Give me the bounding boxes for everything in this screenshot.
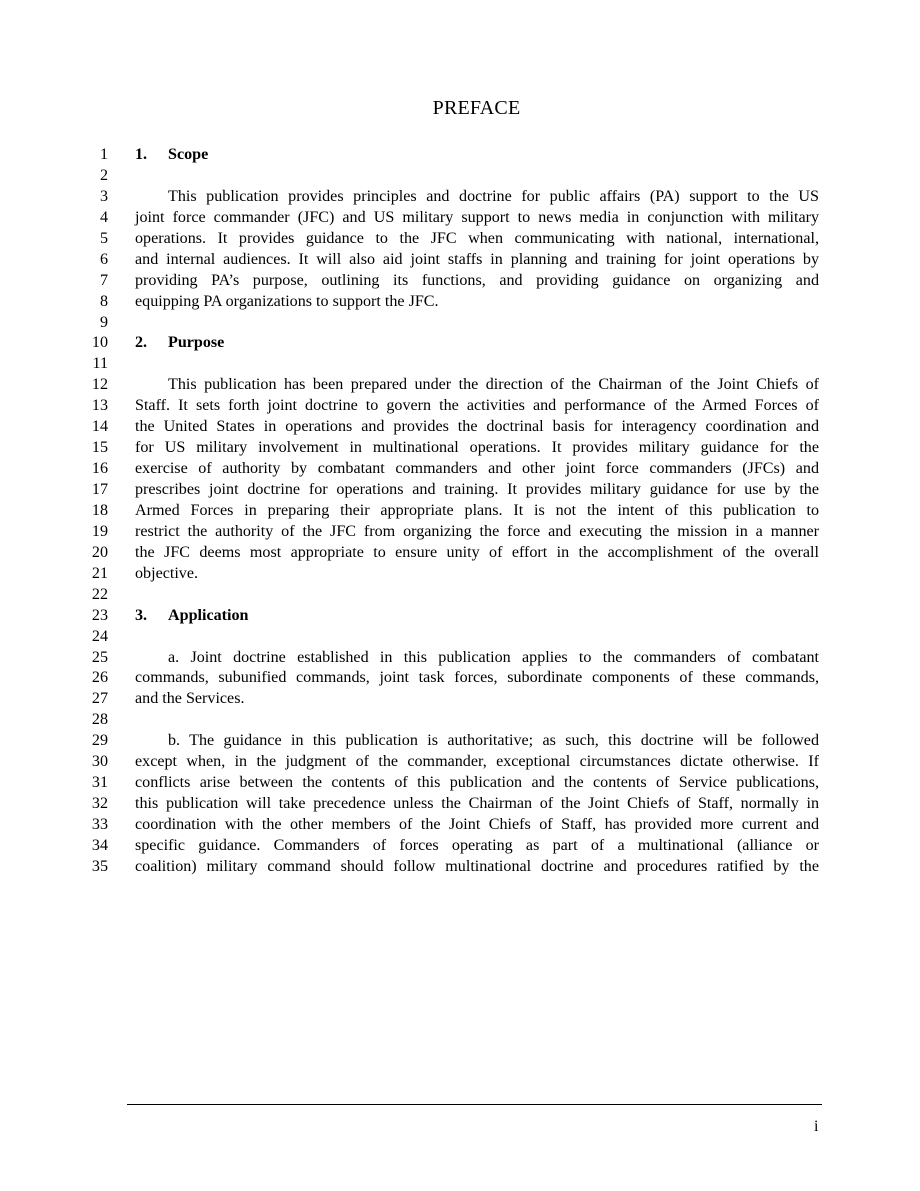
- line-number: 14: [91, 418, 108, 436]
- line-number: 17: [91, 481, 108, 498]
- text-line: [0, 250, 920, 271]
- text-line: [0, 501, 920, 522]
- paragraph-line: Armed Forces in preparing their appropriate plans. It is not the intent of this publication to: [135, 501, 819, 519]
- text-line: [0, 271, 920, 292]
- paragraph-line: coalition) military command should follow multinational doctrine and procedures ratified by the: [135, 857, 819, 875]
- text-line: [0, 564, 920, 585]
- paragraph-line: commands, subunified commands, joint task forces, subordinate components of these commands,: [135, 669, 819, 687]
- paragraph-line: conflicts arise between the contents of this publication and the contents of Service publications,: [135, 774, 819, 792]
- line-number: 21: [91, 564, 108, 582]
- paragraph-line: objective.: [135, 564, 199, 582]
- paragraph-line: This publication provides principles and doctrine for public affairs (PA) support to the US: [168, 187, 819, 205]
- line-number: 32: [91, 795, 108, 813]
- text-line: [0, 543, 920, 564]
- paragraph-line: restrict the authority of the JFC from organizing the force and executing the mission in a manner: [135, 522, 819, 540]
- text-line: [0, 166, 920, 187]
- paragraph-line: for US military involvement in multinational operations. It provides military guidance for the: [135, 439, 819, 457]
- line-number: 13: [91, 397, 108, 415]
- text-line: [0, 585, 920, 606]
- text-line: [0, 396, 920, 417]
- paragraph-line: and the Services.: [135, 690, 245, 708]
- text-line: [0, 145, 920, 166]
- line-number: 20: [91, 543, 108, 561]
- text-line: [0, 815, 920, 836]
- line-number: 31: [91, 774, 108, 792]
- section-number: 3.: [135, 606, 148, 624]
- section-number: 2.: [135, 334, 148, 352]
- paragraph-line: operations. It provides guidance to the JFC when communicating with national, international,: [135, 229, 819, 247]
- text-line: [0, 752, 920, 773]
- paragraph-line: equipping PA organizations to support the JFC.: [135, 292, 439, 310]
- footer-divider: [127, 1104, 822, 1105]
- line-number: 33: [91, 816, 108, 833]
- line-number: 10: [91, 334, 108, 352]
- line-number: 8: [99, 292, 108, 310]
- text-line: [0, 333, 920, 354]
- paragraph-line: and internal audiences. It will also aid joint staffs in planning and training for joint operations by: [135, 250, 819, 268]
- line-number: 15: [91, 439, 108, 457]
- section-number: 1.: [135, 146, 148, 163]
- line-number: 22: [91, 585, 108, 603]
- paragraph-line: exercise of authority by combatant commanders and other joint force commanders (JFCs) and: [135, 460, 819, 478]
- paragraph-line: this publication will take precedence unless the Chairman of the Joint Chiefs of Staff, normally in: [135, 795, 819, 813]
- text-line: [0, 836, 920, 857]
- text-line: [0, 857, 920, 878]
- line-number: 18: [91, 501, 108, 519]
- text-line: [0, 417, 920, 438]
- text-line: [0, 689, 920, 710]
- line-number: 26: [91, 669, 108, 687]
- paragraph-line: providing PA’s purpose, outlining its functions, and providing guidance on organizing and: [135, 271, 819, 289]
- text-line: [0, 480, 920, 501]
- line-number: 11: [92, 355, 108, 373]
- line-number: 12: [91, 376, 108, 394]
- section-heading: [135, 606, 819, 627]
- paragraph-line: coordination with the other members of the Joint Chiefs of Staff, has provided more current and: [135, 816, 819, 833]
- paragraph-line: Staff. It sets forth joint doctrine to govern the activities and performance of the Armed Forces of: [135, 397, 819, 415]
- text-line: [0, 354, 920, 375]
- text-line: [0, 648, 920, 669]
- paragraph-line: a. Joint doctrine established in this publication applies to the commanders of combatant: [168, 648, 819, 666]
- document-body: [0, 145, 920, 878]
- paragraph-line: b. The guidance in this publication is authoritative; as such, this doctrine will be followed: [168, 732, 819, 750]
- page-title: PREFACE: [432, 97, 521, 119]
- text-line: [0, 459, 920, 480]
- line-number: 28: [91, 711, 108, 729]
- text-line: [0, 229, 920, 250]
- text-line: [0, 773, 920, 794]
- line-number: 6: [99, 250, 108, 268]
- paragraph-line: joint force commander (JFC) and US military support to news media in conjunction with military: [135, 208, 819, 226]
- text-line: [0, 627, 920, 648]
- text-line: [0, 710, 920, 731]
- text-line: [0, 731, 920, 752]
- line-number: 25: [91, 648, 108, 666]
- line-number: 23: [91, 606, 108, 624]
- line-number: 29: [91, 732, 108, 750]
- section-title: Scope: [168, 146, 209, 163]
- line-number: 1: [99, 146, 108, 163]
- line-number: 35: [91, 857, 108, 875]
- text-line: [0, 292, 920, 313]
- paragraph-line: the JFC deems most appropriate to ensure unity of effort in the accomplishment of the overall: [135, 543, 819, 561]
- paragraph-line: except when, in the judgment of the commander, exceptional circumstances dictate otherwise. If: [135, 753, 819, 771]
- paragraph-line: the United States in operations and provides the doctrinal basis for interagency coordination and: [135, 418, 819, 436]
- line-number: 27: [91, 690, 108, 708]
- section-heading: [135, 333, 819, 354]
- text-line: [0, 668, 920, 689]
- text-line: [0, 794, 920, 815]
- line-number: 9: [99, 313, 108, 331]
- text-line: [0, 375, 920, 396]
- page-number: i: [814, 1118, 819, 1135]
- line-number: 30: [91, 753, 108, 771]
- text-line: [0, 187, 920, 208]
- line-number: 3: [99, 187, 108, 205]
- line-number: 34: [91, 836, 108, 854]
- text-line: [0, 606, 920, 627]
- line-number: 24: [91, 627, 108, 645]
- line-number: 19: [91, 522, 108, 540]
- line-number: 7: [99, 271, 108, 289]
- section-heading: [135, 145, 819, 166]
- line-number: 2: [99, 166, 108, 184]
- line-number: 16: [91, 460, 108, 478]
- text-line: [0, 522, 920, 543]
- section-title: Purpose: [168, 334, 225, 352]
- text-line: [0, 438, 920, 459]
- line-number: 4: [99, 208, 108, 226]
- text-line: [0, 313, 920, 334]
- text-line: [0, 208, 920, 229]
- paragraph-line: specific guidance. Commanders of forces operating as part of a multinational (alliance or: [135, 836, 819, 854]
- paragraph-line: This publication has been prepared under the direction of the Chairman of the Joint Chiefs of: [168, 376, 819, 394]
- line-number: 5: [99, 229, 108, 247]
- section-title: Application: [168, 606, 249, 624]
- paragraph-line: prescribes joint doctrine for operations and training. It provides military guidance for use by the: [135, 481, 819, 498]
